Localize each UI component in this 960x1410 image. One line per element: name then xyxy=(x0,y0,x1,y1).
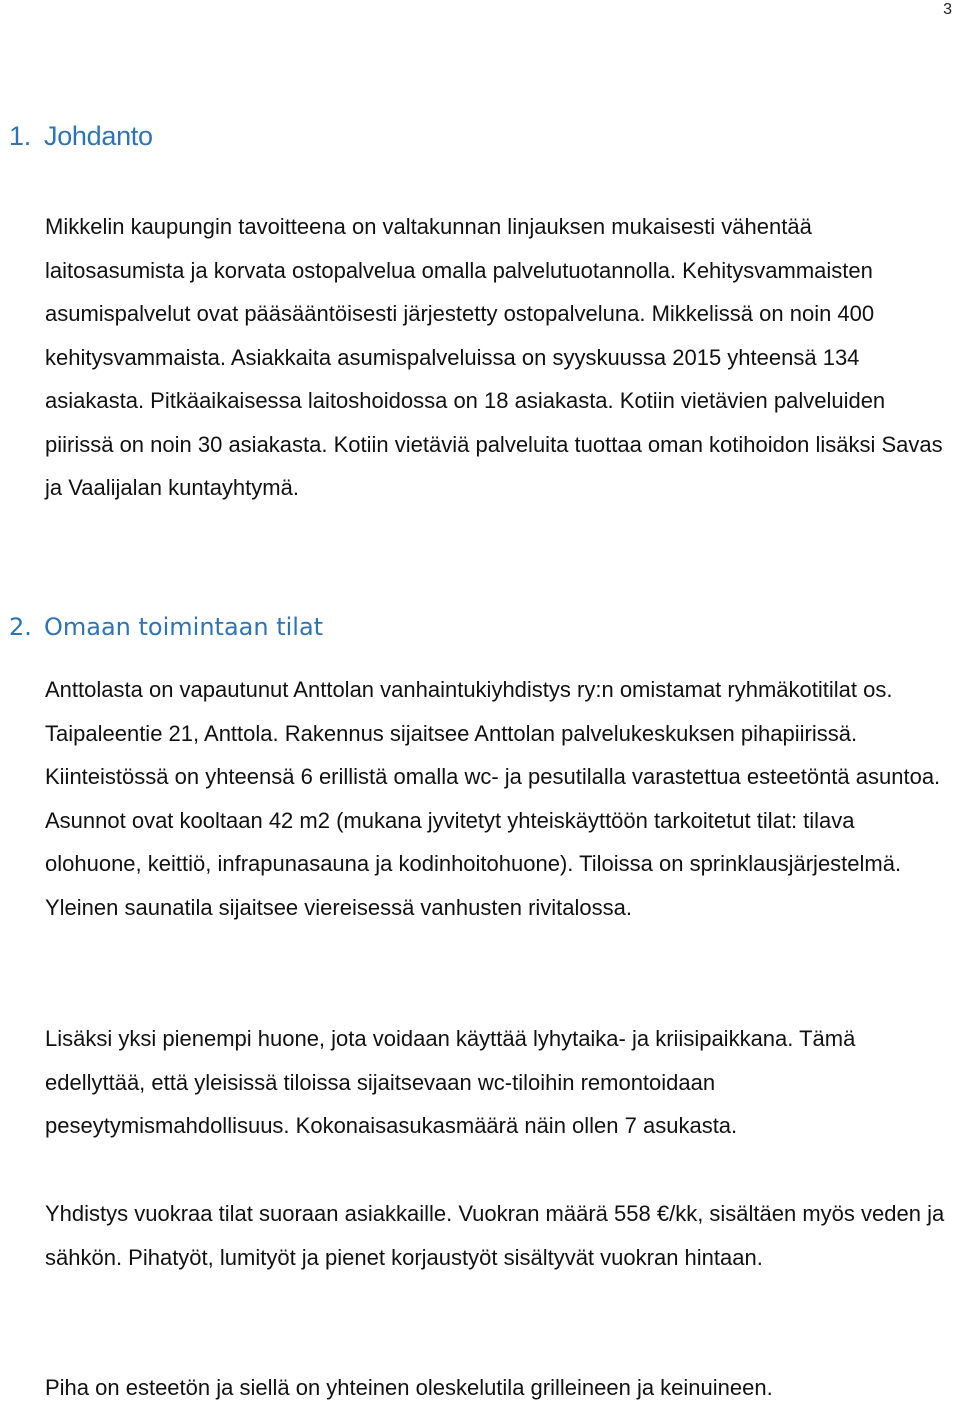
paragraph-extra-room: Lisäksi yksi pienempi huone, jota voidaan käyttää lyhytaika- ja kriisipaikkana. Tämä edellyttää, että yleisissä tiloissa sijaitsevaan wc-tiloihin remontoidaan peseytymismahdollisuus. Kokonaisasukasmäärä näin ollen 7 asukasta. xyxy=(45,1026,856,1138)
paragraph-premises: Anttolasta on vapautunut Anttolan vanhaintukiyhdistys ry:n omistamat ryhmäkotitilat os. Taipaleentie 21, Anttola. Rakennus sijaitsee Anttolan palvelukeskuksen pihapiirissä. Kiinteistössä on yhteensä 6 erillistä omalla wc- ja pesutilalla varastettua esteetöntä asuntoa. Asunnot ovat kooltaan 42 m2 (mukana jyvitetyt yhteiskäyttöön tarkoitetut tilat: tilava olohuone, keittiö, infrapunasauna ja kodinhoitohuone). Tiloissa on sprinklausjärjestelmä. Yleinen saunatila sijaitsee viereisessä vanhusten rivitalossa. xyxy=(45,677,941,920)
page-number: 3 xyxy=(943,1,952,18)
section-number: 2. xyxy=(9,613,32,641)
section-title: Johdanto xyxy=(44,121,153,151)
paragraph-intro: Mikkelin kaupungin tavoitteena on valtakunnan linjauksen mukaisesti vähentää laitosasumista ja korvata ostopalvelua omalla palvelutuotannolla. Kehitysvammaisten asumispalvelut ovat pääsääntöisesti järjestetty ostopalveluna. Mikkelissä on noin 400 kehitysvammaista. Asiakkaita asumispalveluissa on syyskuussa 2015 yhteensä 134 asiakasta. Pitkäaikaisessa laitoshoidossa on 18 asiakasta. Kotiin vietävien palveluiden piirissä on noin 30 asiakasta. Kotiin vietäviä palveluita tuottaa oman kotihoidon lisäksi Savas ja Vaalijalan kuntayhtymä. xyxy=(45,214,943,500)
section-title: Omaan toimintaan tilat xyxy=(44,613,324,641)
section-number: 1. xyxy=(9,121,31,151)
paragraph-rent: Yhdistys vuokraa tilat suoraan asiakkaille. Vuokran määrä 558 €/kk, sisältäen myös veden ja sähkön. Pihatyöt, lumityöt ja pienet korjaustyöt sisältyvät vuokran hintaan. xyxy=(45,1201,945,1270)
paragraph-yard: Piha on esteetön ja siellä on yhteinen oleskelutila grilleineen ja keinuineen. xyxy=(45,1375,773,1400)
section-heading-omaan-toimintaan-tilat xyxy=(9,613,323,641)
section-heading-johdanto xyxy=(9,121,153,152)
